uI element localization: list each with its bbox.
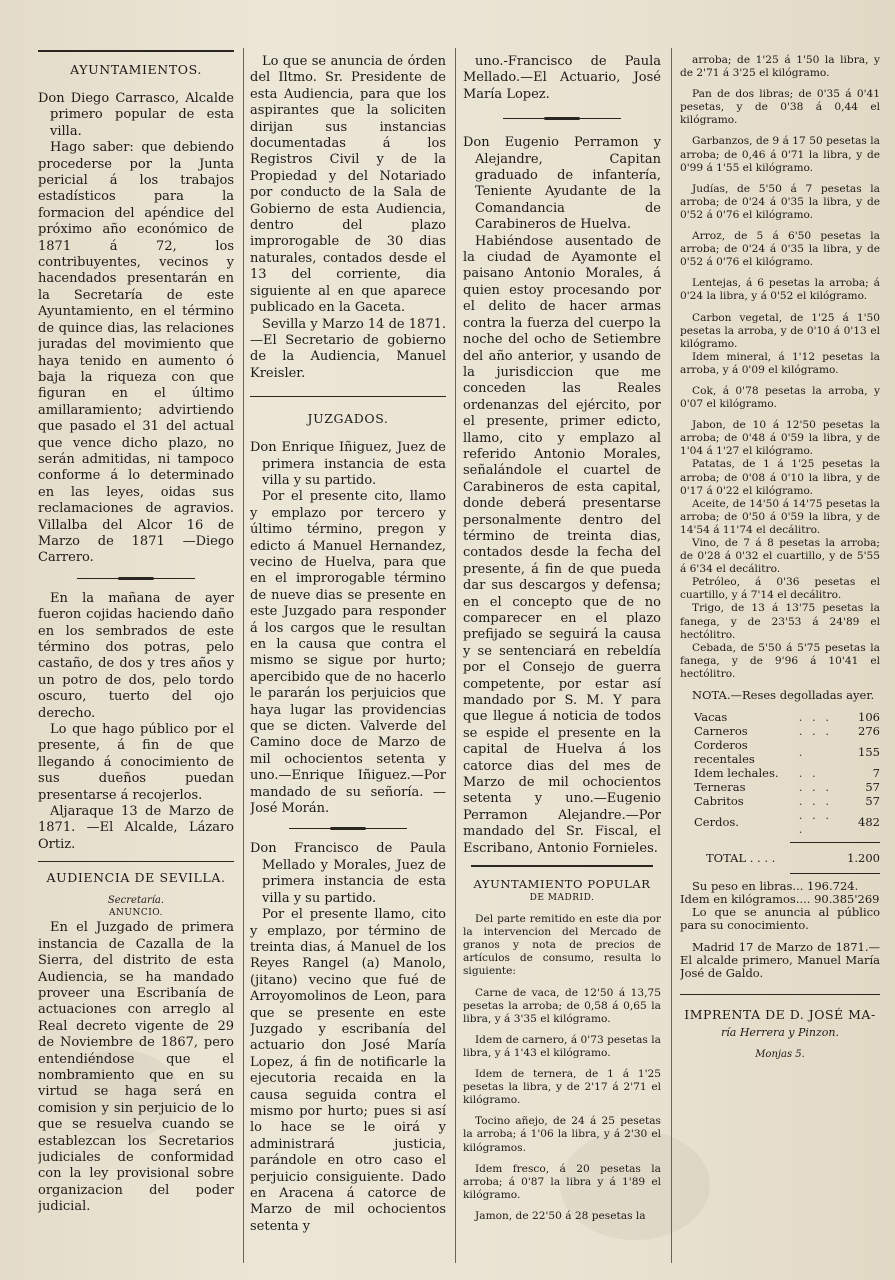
price-item: Jamon, de 22'50 á 28 pesetas la bbox=[475, 1209, 646, 1222]
row-value: 7 bbox=[872, 766, 880, 781]
notice-signature: uno.-Francisco de Paula Mellado.—El Actuario, José María Lopez. bbox=[463, 54, 661, 102]
column-divider bbox=[455, 48, 456, 1263]
printer-imprint: IMPRENTA DE D. JOSÉ MA- bbox=[684, 1006, 876, 1022]
section-heading-audiencia: AUDIENCIA DE SEVILLA. bbox=[46, 870, 226, 886]
notice-body: En la mañana de ayer fueron cojidas haciendo daño en los sembrados de este término dos potras, pelo castaño, de dos y tres años y un potro de dos, pelo tordo oscuro, tuerto del ojo derecho. bbox=[38, 590, 234, 721]
spacer bbox=[680, 127, 880, 135]
printer-imprint-name: ría Herrera y Pinzon. bbox=[721, 1025, 839, 1039]
announcement-note: Lo que se anuncia al público para su conocimiento. bbox=[680, 905, 880, 933]
price-item: Tocino añejo, de 24 á 25 pesetas la arroba; á 1'06 la libra, y á 2'30 el kilógramos. bbox=[463, 1115, 661, 1154]
price-item: Idem de ternera, de 1 á 1'25 pesetas la libra, y de 2'17 á 2'71 el kilógramo. bbox=[463, 1068, 661, 1107]
spacer bbox=[680, 80, 880, 88]
price-item: Patatas, de 1 á 1'25 pesetas la arroba; de 0'08 á 0'10 la libra, y de 0'17 á 0'22 el kilógramo. bbox=[680, 458, 880, 497]
notice-body: Por el presente llamo, cito y emplazo, por término de treinta dias, á Manuel de los Reyes Rangel (a) Manolo, (jitano) vecino que fué de Arroyomolinos de Leon, para que se presente en este Juzgado y escribanía del actuario don José María Lopez, á fin de notificarle la ejecutoria recaida en la causa seguida contra el mismo por hurto; pues si así lo hace se le oirá y administrará justicia, parándole en otro caso el perjuicio consiguiente. Dado en Aracena á catorce de Marzo de mil ochocientos setenta y bbox=[250, 907, 446, 1234]
row-dots: . bbox=[798, 745, 806, 760]
table-row bbox=[680, 724, 880, 738]
table-row bbox=[680, 766, 880, 780]
row-value: 57 bbox=[865, 780, 880, 795]
subheading-anuncio: ANUNCIO. bbox=[109, 908, 163, 919]
market-intro: Del parte remitido en este dia por la intervencion del Mercado de granos y nota de precios de artículos de consumo, resulta lo siguiente: bbox=[463, 913, 661, 978]
row-label: Corderos recentales bbox=[694, 738, 755, 767]
price-item: Petróleo, á 0'36 pesetas el cuartillo, y á 7'14 el decálitro. bbox=[680, 576, 880, 602]
row-label: Cabritos bbox=[694, 794, 744, 809]
row-label: Vacas bbox=[694, 710, 728, 725]
table-row bbox=[680, 808, 880, 836]
notice-body: Hago saber: que debiendo procederse por la Junta pericial á los trabajos estadísticos para la formacion del apéndice del próximo año económico de 1871 á 72, los contribuyentes, vecinos y hacendados presentarán en la Secretaría de este Ayuntamiento, en el término de quince dias, las relaciones juradas del movimiento que haya tenido en aumento ó baja la riqueza con que figuran en el último amillaramiento; advirtiendo que pasado el 31 del actual que vence dicho plazo, no serán admitidas, ni tampoco conforme á lo determinado en las leyes, oidas sus reclamaciones de agravios. Villalba del Alcor 16 de Marzo de 1871 —Diego Carrero. bbox=[38, 140, 234, 566]
table-row bbox=[680, 794, 880, 808]
spacer bbox=[680, 175, 880, 183]
total-rule bbox=[790, 873, 880, 874]
livestock-table bbox=[680, 710, 880, 836]
row-value: 482 bbox=[858, 815, 880, 830]
total-row bbox=[680, 851, 880, 865]
row-dots: . . bbox=[798, 766, 819, 781]
table-row bbox=[680, 780, 880, 794]
price-item: Carbon vegetal, de 1'25 á 1'50 pesetas la arroba, y de 0'10 á 0'13 el kilógramo. bbox=[680, 311, 880, 350]
price-item: Carne de vaca, de 12'50 á 13,75 pesetas la arroba; de 0,58 á 0,65 la libra, y á 3'35 el kilógramo. bbox=[463, 986, 661, 1025]
printer-address: Monjas 5. bbox=[755, 1048, 805, 1060]
column-divider bbox=[243, 48, 244, 1263]
spacer bbox=[680, 377, 880, 385]
total-label: TOTAL . . . . bbox=[706, 851, 776, 866]
weight-line: Idem en kilógramos.... 90.385'269 bbox=[680, 892, 880, 907]
nota-heading: NOTA.—Reses degolladas ayer. bbox=[692, 688, 875, 703]
notice-body: Lo que hago público por el presente, á fin de que llegando á conocimiento de sus dueños puedan presentarse á recojerlos. bbox=[38, 722, 234, 803]
spacer bbox=[680, 222, 880, 230]
row-dots: . . . bbox=[798, 794, 833, 809]
row-value: 155 bbox=[858, 745, 880, 760]
row-value: 106 bbox=[858, 710, 880, 725]
spacer bbox=[463, 1060, 661, 1068]
ornament-divider bbox=[77, 575, 195, 583]
price-item: Lentejas, á 6 pesetas la arroba; á 0'24 la libra, y á 0'52 el kilógramo. bbox=[680, 277, 880, 303]
weight-line: Su peso en libras... 196.724. bbox=[692, 879, 859, 894]
row-label: Cerdos. bbox=[694, 815, 739, 830]
price-item: Vino, de 7 á 8 pesetas la arroba; de 0'28 á 0'32 el cuartillo, y de 5'55 á 6'34 el decálitro. bbox=[680, 537, 880, 576]
table-row bbox=[680, 738, 880, 766]
section-heading-juzgados: JUZGADOS. bbox=[307, 411, 389, 427]
subheading-secretaria: Secretaría. bbox=[107, 895, 165, 907]
price-item: Cok, á 0'78 pesetas la arroba, y 0'07 el kilógramo. bbox=[680, 384, 880, 411]
spacer bbox=[680, 304, 880, 312]
section-rule bbox=[250, 396, 446, 397]
spacer bbox=[680, 411, 880, 419]
row-dots: . . . . bbox=[798, 808, 833, 837]
price-item: Cebada, de 5'50 á 5'75 pesetas la fanega, y de 9'96 á 10'41 el hectólitro. bbox=[680, 641, 880, 680]
price-item: Idem de carnero, á 0'73 pesetas la libra, y á 1'43 el kilógramo. bbox=[463, 1033, 661, 1059]
price-item: Jabon, de 10 á 12'50 pesetas la arroba; de 0'48 á 0'59 la libra, y de 1'04 á 1'27 el kilógramo. bbox=[680, 419, 880, 458]
notice-title: Don Francisco de Paula Mellado y Morales, Juez de primera instancia de esta villa y su partido. bbox=[250, 841, 446, 906]
row-label: Idem lechales. bbox=[694, 766, 779, 781]
total-rule bbox=[790, 842, 880, 843]
section-rule bbox=[680, 994, 880, 995]
top-rule bbox=[38, 50, 234, 52]
price-item: Trigo, de 13 á 13'75 pesetas la fanega, y de 23'53 á 24'89 el hectólitro. bbox=[680, 602, 880, 641]
column-3 bbox=[463, 44, 661, 1270]
spacer bbox=[463, 1202, 661, 1210]
section-rule bbox=[471, 865, 653, 867]
notice-title: Don Diego Carrasco, Alcalde primero popular de esta villa. bbox=[38, 91, 234, 139]
row-label: Terneras bbox=[694, 780, 746, 795]
price-item: Idem mineral, á 1'12 pesetas la arroba, y á 0'09 el kilógramo. bbox=[680, 350, 880, 376]
row-value: 57 bbox=[865, 794, 880, 809]
spacer bbox=[463, 1026, 661, 1034]
row-value: 276 bbox=[858, 724, 880, 739]
notice-signature: Aljaraque 13 de Marzo de 1871. —El Alcalde, Lázaro Ortiz. bbox=[38, 804, 234, 852]
row-dots: . . . bbox=[798, 724, 833, 739]
section-rule bbox=[38, 861, 234, 862]
ornament-divider bbox=[289, 825, 407, 833]
ornament-divider bbox=[503, 115, 622, 123]
spacer bbox=[463, 979, 661, 987]
section-heading-ayuntamiento-madrid: AYUNTAMIENTO POPULAR bbox=[473, 877, 651, 892]
notice-body: En el Juzgado de primera instancia de Cazalla de la Sierra, del distrito de esta Audiencia, se ha mandado proveer una Escribanía de actuaciones con arreglo al Real decreto vigente de 29 de Noviembre de 1867, pero entendiéndose que el nombramiento que en su virtud se haga será en comision y sin perjuicio de lo que se resuelva cuando se establezcan los Secretarios judiciales de conformidad con la ley provisional sobre organizacion del poder judicial. bbox=[38, 920, 234, 1215]
price-item: Aceite, de 14'50 á 14'75 pesetas la arroba; de 0'50 á 0'59 la libra, y de 14'54 á 11'74 el decálitro. bbox=[680, 497, 880, 536]
notice-title: Don Enrique Iñiguez, Juez de primera instancia de esta villa y su partido. bbox=[250, 440, 446, 488]
notice-body: Lo que se anuncia de órden del Iltmo. Sr. Presidente de esta Audiencia, para que los aspirantes que la soliciten dirijan sus instancias documentadas á los Registros Civil y de la Propiedad y del Notariado por conducto de la Sala de Gobierno de esta Audiencia, dentro del plazo improrogable de 30 dias naturales, contados desde el 13 del corriente, dia siguiente al en que aparece publicado en la Gaceta. bbox=[250, 54, 446, 316]
row-label: Carneros bbox=[694, 724, 748, 739]
spacer bbox=[463, 1155, 661, 1163]
price-item: arroba; de 1'25 á 1'50 la libra, y de 2'71 á 3'25 el kilógramo. bbox=[680, 54, 880, 80]
notice-body: Por el presente cito, llamo y emplazo por tercero y último término, pregon y edicto á Manuel Hernandez, vecino de Huelva, para que en el improrogable término de nueve dias se presente en este Juzgado para responder á los cargos que le resultan en la causa que contra el mismo se sigue por hurto; apercibido que de no hacerlo le pararán los perjuicios que haya lugar las providencias que se dicten. Valverde del Camino doce de Marzo de mil ochocientos setenta y uno.—Enrique Iñiguez.—Por mandado de su señoría. —José Morán. bbox=[250, 489, 446, 817]
section-heading-ayuntamientos: AYUNTAMIENTOS. bbox=[70, 62, 202, 77]
spacer bbox=[680, 702, 880, 710]
total-value: 1.200 bbox=[847, 851, 880, 866]
price-item: Arroz, de 5 á 6'50 pesetas la arroba; de 0'24 á 0'35 la libra, y de 0'52 á 0'76 el kilógramo. bbox=[680, 230, 880, 269]
row-dots: . . . bbox=[798, 780, 833, 795]
table-row bbox=[680, 710, 880, 724]
notice-body: Habiéndose ausentado de la ciudad de Ayamonte el paisano Antonio Morales, á quien estoy procesando por el delito de hacer armas contra la fuerza del cuerpo la noche del ocho de Setiembre del año anterior, y usando de la jurisdiccion que me conceden las Reales ordenanzas del ejército, por el presente, primer edicto, llamo, cito y emplazo al referido Antonio Morales, señalándole el cuartel de Carabineros de esta capital, donde deberá presentarse personalmente dentro del término de treinta dias, contados desde la fecha del presente, á fin de que pueda dar sus descargos y defensa; en el concepto que de no comparecer en el plazo prefijado se seguirá la causa y se sentenciará en rebeldía por el Consejo de guerra competente, por estar así mandado por S. M. Y para que llegue á noticia de todos se espide el presente en la capital de Huelva á los catorce dias del mes de Marzo de mil ochocientos setenta y uno.—Eugenio Perramon Alejandre.—Por mandado del Sr. Fiscal, el Escribano, Antonio Fornieles. bbox=[463, 233, 661, 856]
price-item: Garbanzos, de 9 á 17 50 pesetas la arroba; de 0,46 á 0'71 la libra, y de 0'99 á 1'55 el kilógramo. bbox=[680, 135, 880, 174]
column-2 bbox=[250, 44, 446, 1270]
subheading-madrid: DE MADRID. bbox=[529, 893, 595, 904]
spacer bbox=[463, 1107, 661, 1115]
column-1 bbox=[38, 44, 234, 1270]
price-item: Idem fresco, á 20 pesetas la arroba; á 0'87 la libra y á 1'89 el kilógramo. bbox=[463, 1162, 661, 1201]
column-divider bbox=[671, 48, 672, 1263]
row-dots: . . . bbox=[798, 710, 833, 725]
price-item: Judías, de 5'50 á 7 pesetas la arroba; de 0'24 á 0'35 la libra, y de 0'52 á 0'76 el kilógramo. bbox=[680, 182, 880, 221]
notice-signature: Madrid 17 de Marzo de 1871.— El alcalde primero, Manuel María José de Galdo. bbox=[680, 939, 880, 980]
spacer bbox=[680, 269, 880, 277]
price-item: Pan de dos libras; de 0'35 á 0'41 pesetas, y de 0'38 á 0,44 el kilógramo. bbox=[680, 88, 880, 127]
column-4 bbox=[680, 44, 880, 1270]
notice-title: Don Eugenio Perramon y Alejandre, Capitan graduado de infantería, Teniente Ayudante de la Comandancia de Carabineros de Huelva. bbox=[463, 135, 661, 233]
notice-signature: Sevilla y Marzo 14 de 1871. —El Secretario de gobierno de la Audiencia, Manuel Kreisler. bbox=[250, 316, 446, 381]
